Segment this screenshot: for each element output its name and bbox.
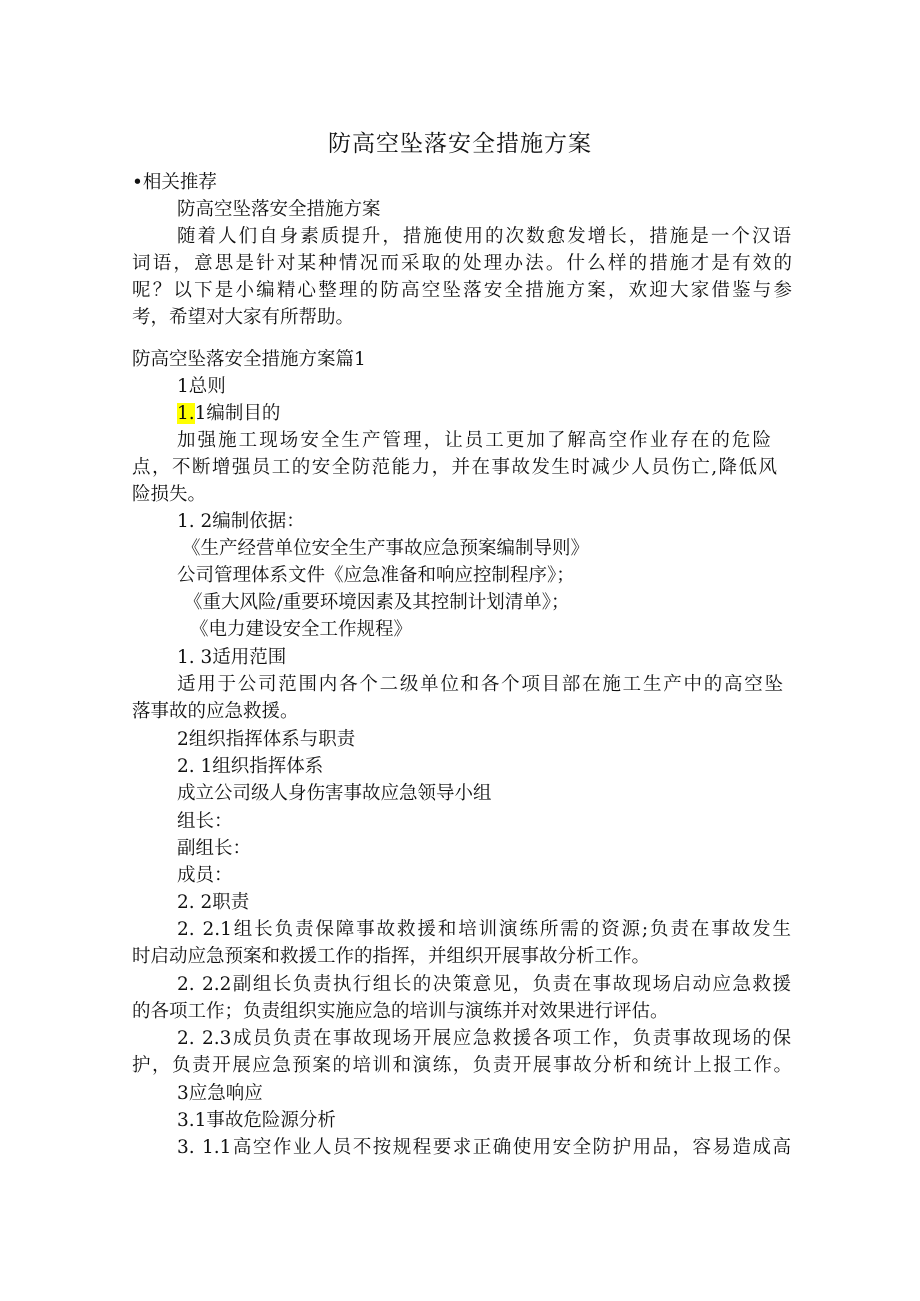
purpose-line: 险损失。 bbox=[132, 484, 207, 505]
intro-line: 呢？以下是小编精心整理的防高空坠落安全措施方案，欢迎大家借鉴与参 bbox=[132, 280, 792, 301]
org-text: 成立公司级人身伤害事故应急领导小组 bbox=[177, 783, 492, 804]
duty-line: 护，负责开展应急预案的培训和演练，负责开展事故分析和统计上报工作。 bbox=[132, 1055, 792, 1076]
heading-1-1-text: 1编制目的 bbox=[194, 403, 281, 424]
purpose-line: 加强施工现场安全生产管理，让员工更加了解高空作业存在的危险 bbox=[177, 430, 771, 451]
heading-1: 1总则 bbox=[177, 376, 226, 397]
heading-2-1: 2. 1组织指挥体系 bbox=[177, 756, 324, 777]
basis-item: 公司管理体系文件《应急准备和响应控制程序》； bbox=[177, 565, 575, 586]
intro-line: 随着人们自身素质提升，措施使用的次数愈发增长，措施是一个汉语 bbox=[177, 226, 791, 247]
purpose-line: 点，不断增强员工的安全防范能力，并在事故发生时减少人员伤亡,降低风 bbox=[132, 457, 777, 478]
heading-2-2: 2. 2职责 bbox=[177, 892, 250, 913]
basis-item: 《生产经营单位安全生产事故应急预案编制导则》 bbox=[182, 538, 590, 559]
heading-3-1: 3.1事故危险源分析 bbox=[177, 1110, 336, 1131]
duty-line: 2. 2.3成员负责在事故现场开展应急救援各项工作，负责事故现场的保 bbox=[177, 1028, 791, 1049]
basis-item: 《电力建设安全工作规程》 bbox=[190, 619, 413, 640]
duty-line: 2. 2.1组长负责保障事故救援和培训演练所需的资源;负责在事故发生 bbox=[177, 919, 791, 940]
duty-line: 2. 2.2副组长负责执行组长的决策意见，负责在事故现场启动应急救援 bbox=[177, 974, 791, 995]
recommend-label: •相关推荐 bbox=[132, 172, 217, 193]
heading-1-1 bbox=[177, 401, 280, 427]
document-title: 防高空坠落安全措施方案 bbox=[328, 131, 592, 157]
heading-1-2: 1. 2编制依据： bbox=[177, 511, 305, 532]
deputy-label: 副组长： bbox=[177, 838, 252, 859]
section-title: 防高空坠落安全措施方案篇1 bbox=[132, 349, 366, 370]
basis-item: 《重大风险/重要环境因素及其控制计划清单》； bbox=[184, 592, 570, 613]
heading-1-3: 1. 3适用范围 bbox=[177, 647, 287, 668]
leader-label: 组长： bbox=[177, 811, 233, 832]
members-label: 成员： bbox=[177, 865, 233, 886]
duty-line: 的各项工作；负责组织实施应急的培训与演练并对效果进行评估。 bbox=[132, 1001, 669, 1022]
heading-3: 3应急响应 bbox=[177, 1083, 263, 1104]
heading-3-1-1: 3. 1.1高空作业人员不按规程要求正确使用安全防护用品，容易造成高 bbox=[177, 1137, 791, 1158]
heading-2: 2组织指挥体系与职责 bbox=[177, 729, 356, 750]
scope-line: 落事故的应急救援。 bbox=[132, 701, 299, 722]
scope-line: 适用于公司范围内各个二级单位和各个项目部在施工生产中的高空坠 bbox=[177, 674, 783, 695]
recommend-item[interactable]: 防高空坠落安全措施方案 bbox=[177, 199, 381, 220]
duty-line: 时启动应急预案和救援工作的指挥，并组织开展事故分析工作。 bbox=[132, 946, 651, 967]
intro-line: 词语，意思是针对某种情况而采取的处理办法。什么样的措施才是有效的 bbox=[132, 253, 792, 274]
highlight-mark: 1. bbox=[177, 403, 195, 424]
intro-line: 考，希望对大家有所帮助。 bbox=[132, 307, 355, 328]
